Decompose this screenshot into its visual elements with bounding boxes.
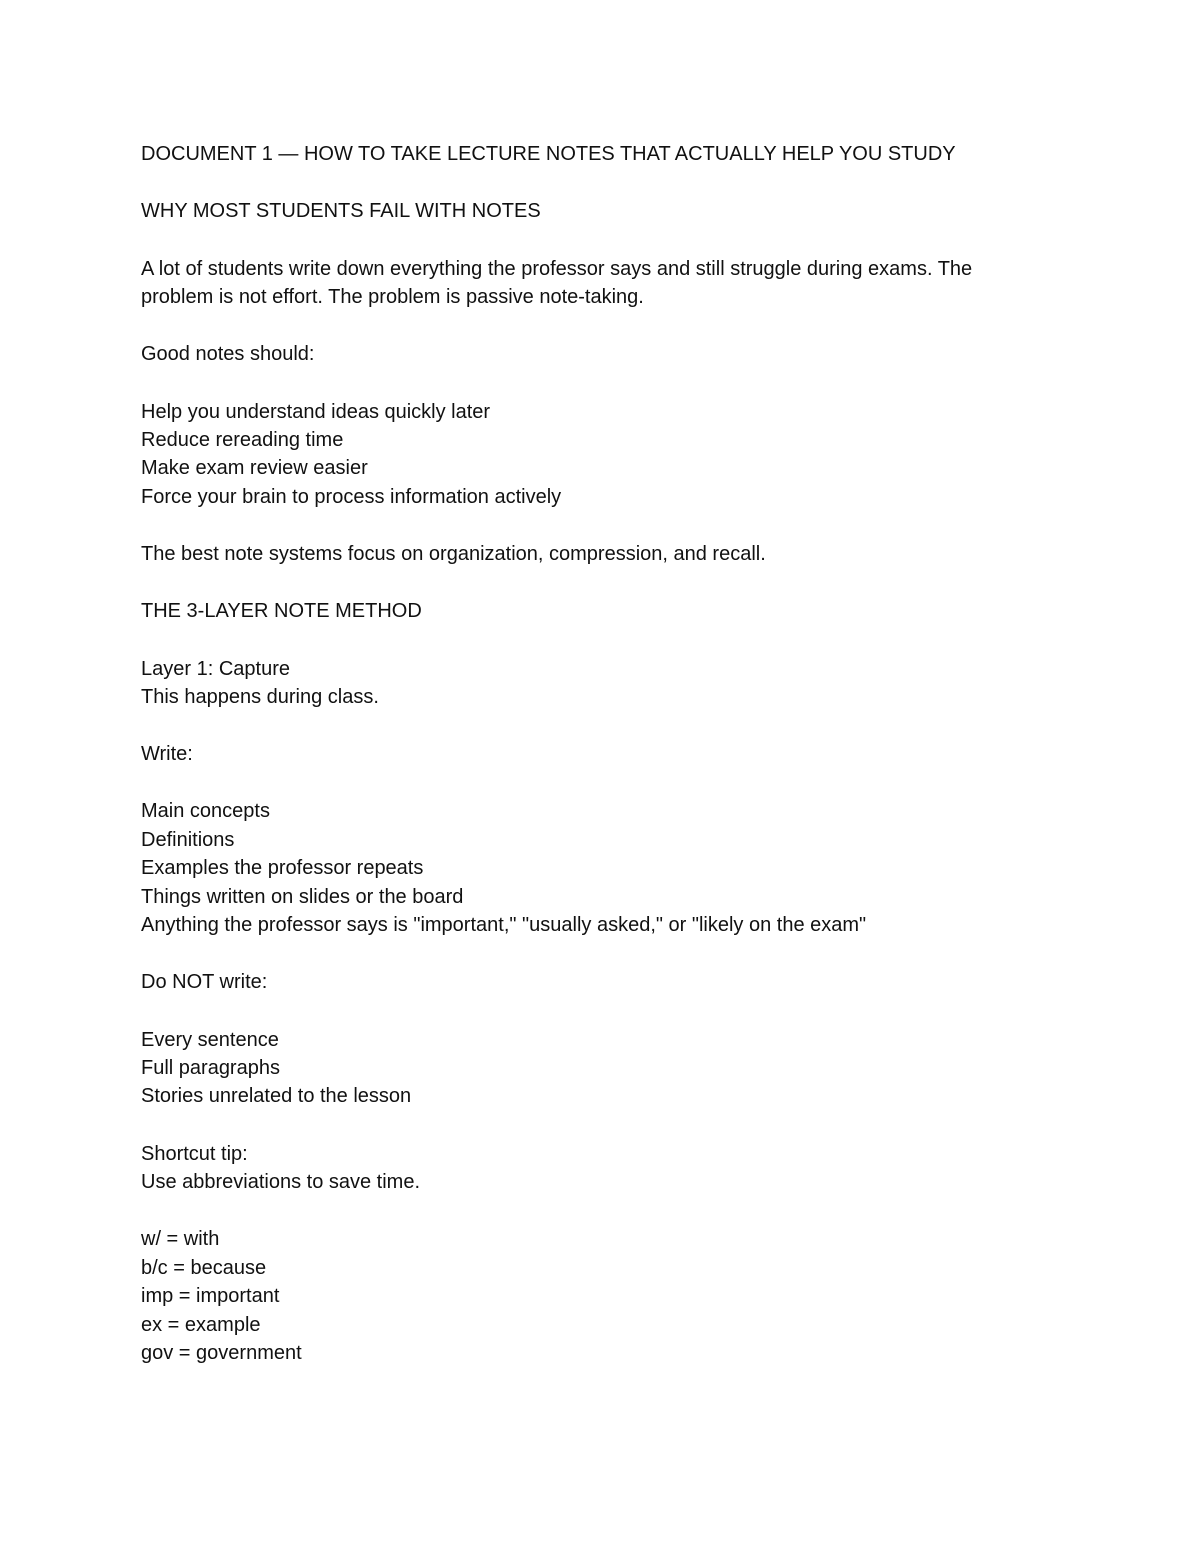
list-item: Force your brain to process information actively — [141, 485, 562, 508]
shortcut-tip-lead: Shortcut tip: — [141, 1142, 248, 1165]
spacer — [141, 511, 1071, 540]
abbreviation-item: ex = example — [141, 1313, 261, 1336]
section-heading-3-layer: THE 3-LAYER NOTE METHOD — [141, 600, 422, 623]
spacer — [141, 369, 1071, 398]
intro-paragraph-line-1: A lot of students write down everything the professor says and still struggle during exams. The — [141, 257, 973, 280]
spacer — [141, 626, 1071, 655]
list-item: Every sentence — [141, 1028, 279, 1051]
list-item: Things written on slides or the board — [141, 885, 464, 908]
spacer — [141, 939, 1071, 968]
write-lead: Write: — [141, 743, 193, 766]
abbreviation-item: b/c = because — [141, 1256, 267, 1279]
dont-write-lead: Do NOT write: — [141, 971, 268, 994]
document-page — [141, 140, 1071, 1367]
good-notes-lead: Good notes should: — [141, 343, 315, 366]
intro-paragraph-line-2: problem is not effort. The problem is passive note-taking. — [141, 285, 644, 308]
abbreviation-item: imp = important — [141, 1285, 280, 1308]
list-item: Reduce rereading time — [141, 428, 344, 451]
abbreviation-item: gov = government — [141, 1341, 302, 1364]
layer-1-description: This happens during class. — [141, 685, 379, 708]
list-item: Examples the professor repeats — [141, 857, 424, 880]
list-item: Make exam review easier — [141, 457, 368, 480]
list-item: Full paragraphs — [141, 1057, 280, 1079]
spacer — [141, 1111, 1071, 1140]
abbreviation-item: w/ = with — [141, 1228, 220, 1251]
spacer — [141, 1196, 1071, 1225]
list-item: Stories unrelated to the lesson — [141, 1085, 412, 1108]
document-title: DOCUMENT 1 — HOW TO TAKE LECTURE NOTES THAT ACTUALLY HELP YOU STUDY — [141, 143, 956, 165]
layer-1-title: Layer 1: Capture — [141, 657, 290, 680]
list-item: Help you understand ideas quickly later — [141, 400, 491, 423]
spacer — [141, 168, 1071, 197]
spacer — [141, 568, 1071, 597]
spacer — [141, 769, 1071, 798]
section-heading-why-fail: WHY MOST STUDENTS FAIL WITH NOTES — [141, 200, 541, 223]
spacer — [141, 997, 1071, 1026]
shortcut-tip-text: Use abbreviations to save time. — [141, 1171, 421, 1194]
list-item: Main concepts — [141, 800, 270, 823]
list-item: Anything the professor says is "important," "usually asked," or "likely on the exam" — [141, 914, 867, 937]
spacer — [141, 226, 1071, 255]
spacer — [141, 311, 1071, 340]
summary-sentence: The best note systems focus on organization, compression, and recall. — [141, 542, 766, 565]
list-item: Definitions — [141, 828, 235, 851]
spacer — [141, 711, 1071, 740]
